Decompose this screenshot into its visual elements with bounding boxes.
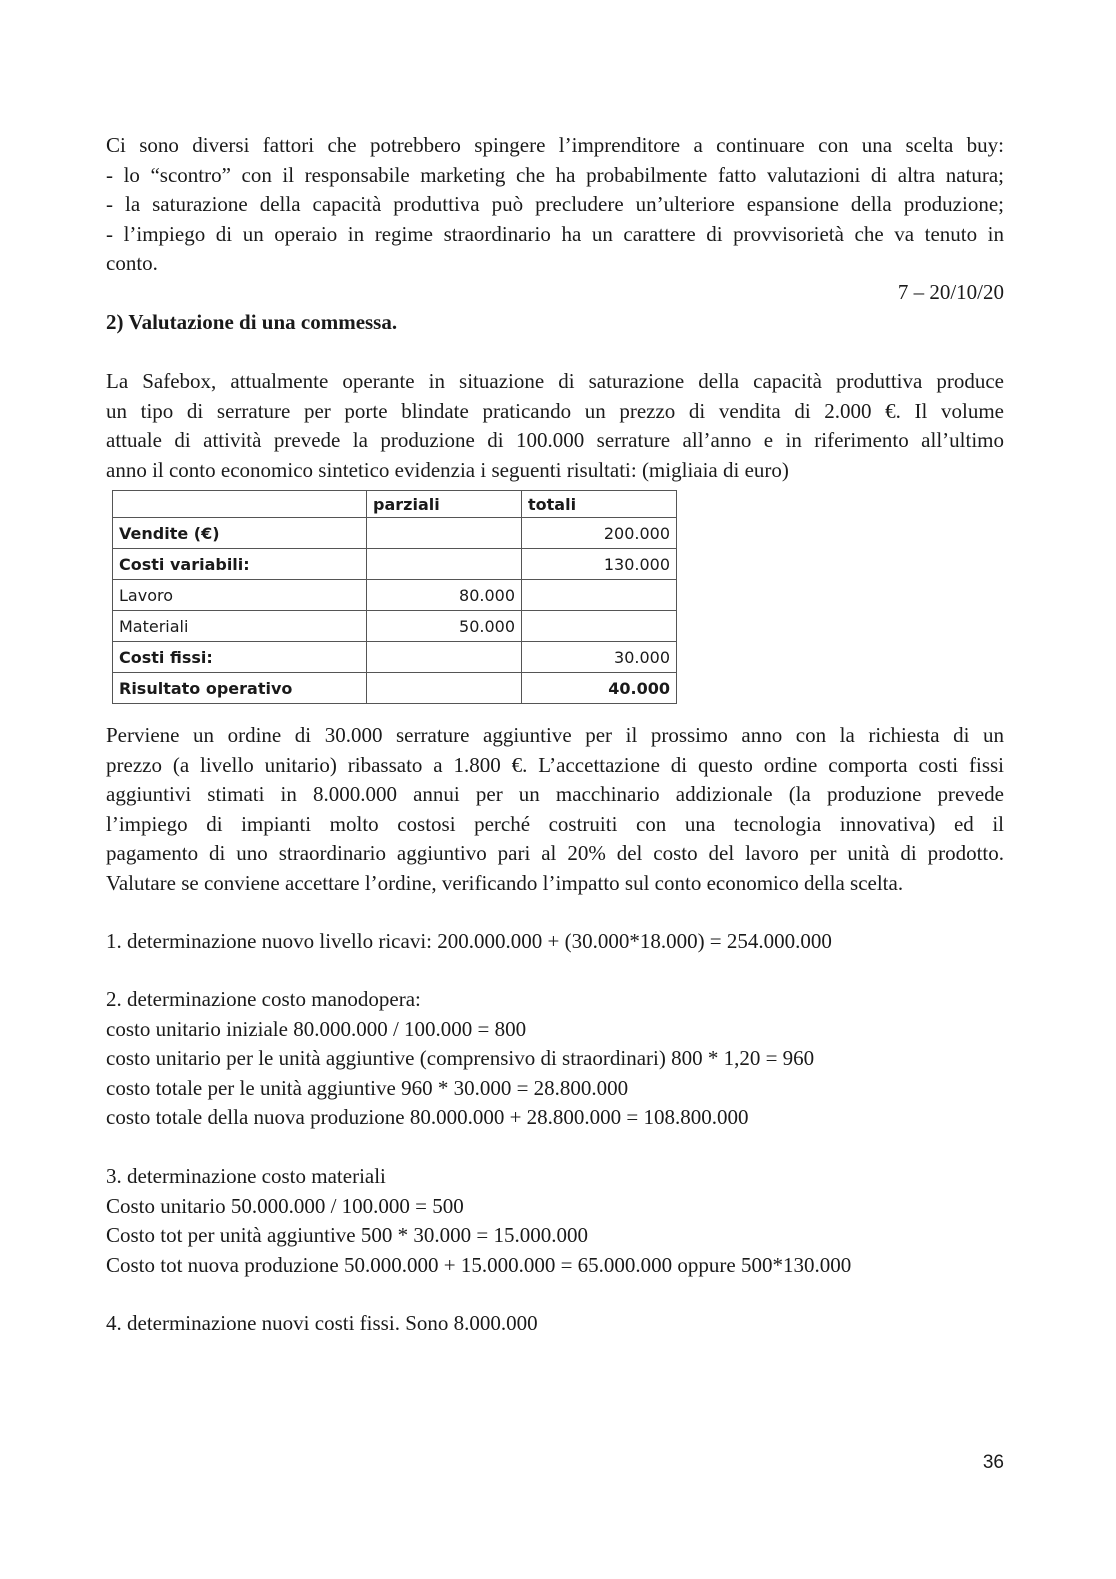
step3-line: Costo tot per unità aggiuntive 500 * 30.000 = 15.000.000 <box>106 1223 588 1247</box>
totali-cell <box>522 611 677 642</box>
parziali-cell <box>367 673 522 704</box>
problem-line: un tipo di serrature per porte blindate praticando un prezzo di vendita di 2.000 €. Il volume <box>106 398 1004 423</box>
row-label: Costi fissi: <box>113 642 367 673</box>
order-line: Perviene un ordine di 30.000 serrature aggiuntive per il prossimo anno con la richiesta di un <box>106 723 1004 747</box>
parziali-cell: 50.000 <box>367 611 522 642</box>
intro-paragraph <box>106 131 1004 279</box>
order-paragraph <box>106 721 1004 898</box>
step3-materials <box>106 1162 1004 1280</box>
intro-line: - lo “scontro” con il responsabile marketing che ha probabilmente fatto valutazioni di altra natura; <box>106 162 1004 187</box>
row-label: Risultato operativo <box>113 673 367 704</box>
row-label: Lavoro <box>113 580 367 611</box>
date-reference: 7 – 20/10/20 <box>897 280 1004 304</box>
row-label: Costi variabili: <box>113 549 367 580</box>
step2-line: costo totale della nuova produzione 80.000.000 + 28.800.000 = 108.800.000 <box>106 1105 749 1129</box>
section-title: 2) Valutazione di una commessa. <box>106 310 398 334</box>
intro-line: - la saturazione della capacità produttiva può precludere un’ulteriore espansione della produzione; <box>106 192 1004 216</box>
totali-cell: 40.000 <box>522 673 677 704</box>
order-line: Valutare se conviene accettare l’ordine, verificando l’impatto sul conto economico della scelta. <box>106 870 904 895</box>
table-row <box>113 580 677 611</box>
table-row <box>113 673 677 704</box>
table-header-cell: parziali <box>367 491 522 518</box>
intro-line: - l’impiego di un operaio in regime straordinario ha un carattere di provvisorietà che va tenuto in <box>106 221 1004 246</box>
problem-line: La Safebox, attualmente operante in situazione di saturazione della capacità produttiva produce <box>106 369 1004 393</box>
step2-line: costo unitario iniziale 80.000.000 / 100.000 = 800 <box>106 1016 527 1041</box>
problem-line: anno il conto economico sintetico evidenzia i seguenti risultati: (migliaia di euro) <box>106 457 789 482</box>
step2-labor <box>106 985 1004 1133</box>
intro-line: Ci sono diversi fattori che potrebbero spingere l’imprenditore a continuare con una scelta buy: <box>106 133 1004 157</box>
step2-line: costo totale per le unità aggiuntive 960 * 30.000 = 28.800.000 <box>106 1075 629 1100</box>
page-number: 36 <box>982 1452 1004 1473</box>
row-label: Materiali <box>113 611 367 642</box>
totali-cell: 200.000 <box>522 518 677 549</box>
table-row <box>113 642 677 673</box>
table-row <box>113 611 677 642</box>
totali-cell <box>522 580 677 611</box>
step1-revenue: 1. determinazione nuovo livello ricavi: 200.000.000 + (30.000*18.000) = 254.000.000 <box>106 929 832 953</box>
totali-cell: 30.000 <box>522 642 677 673</box>
row-label: Vendite (€) <box>113 518 367 549</box>
step2-line: costo unitario per le unità aggiuntive (comprensivo di straordinari) 800 * 1,20 = 960 <box>106 1046 815 1070</box>
table-header-row <box>113 491 677 518</box>
step3-line: Costo unitario 50.000.000 / 100.000 = 500 <box>106 1193 464 1218</box>
income-statement-table <box>112 490 677 704</box>
step3-line: 3. determinazione costo materiali <box>106 1164 386 1188</box>
step2-line: 2. determinazione costo manodopera: <box>106 987 421 1011</box>
order-line: l’impiego di impianti molto costosi perché costruiti con una tecnologia innovativa) ed il <box>106 811 1004 836</box>
problem-line: attuale di attività prevede la produzione di 100.000 serrature all’anno e in riferimento all’ultimo <box>106 428 1004 452</box>
order-line: aggiuntivi stimati in 8.000.000 annui per un macchinario addizionale (la produzione prevede <box>106 782 1004 806</box>
problem-paragraph <box>106 367 1004 485</box>
parziali-cell <box>367 518 522 549</box>
table-header-cell: totali <box>522 491 677 518</box>
order-line: pagamento di uno straordinario aggiuntivo pari al 20% del costo del lavoro per unità di prodotto. <box>106 841 1004 865</box>
parziali-cell <box>367 549 522 580</box>
order-line: prezzo (a livello unitario) ribassato a 1.800 €. L’accettazione di questo ordine comporta costi fissi <box>106 752 1004 777</box>
table-row <box>113 518 677 549</box>
totali-cell: 130.000 <box>522 549 677 580</box>
intro-line: conto. <box>106 251 158 275</box>
table-header-cell <box>113 491 367 518</box>
parziali-cell: 80.000 <box>367 580 522 611</box>
table-row <box>113 549 677 580</box>
step3-line: Costo tot nuova produzione 50.000.000 + 15.000.000 = 65.000.000 oppure 500*130.000 <box>106 1252 852 1277</box>
parziali-cell <box>367 642 522 673</box>
step4-fixed-costs: 4. determinazione nuovi costi fissi. Sono 8.000.000 <box>106 1311 538 1335</box>
